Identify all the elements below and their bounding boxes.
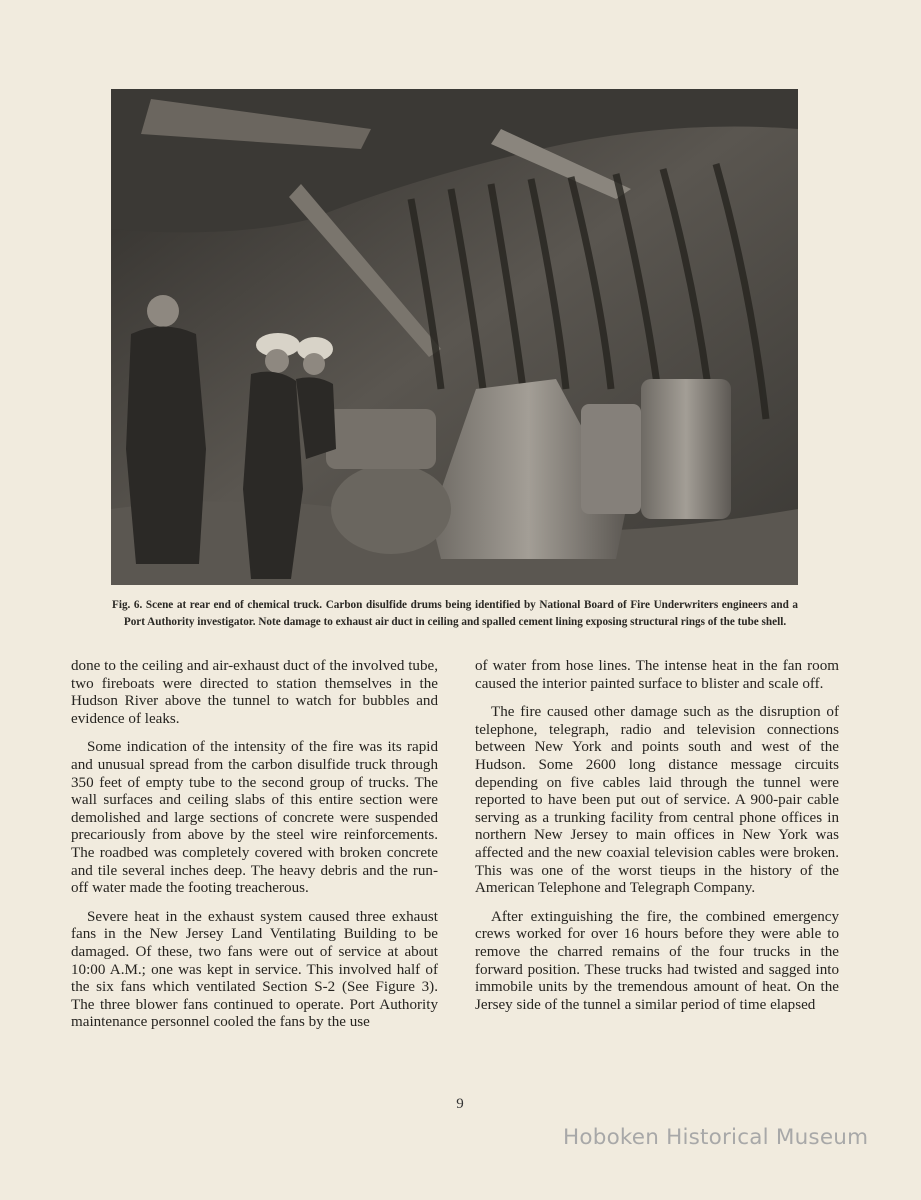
watermark: Hoboken Historical Museum [563,1125,869,1150]
page-number: 9 [456,1096,464,1112]
right-column [475,658,839,1025]
tunnel-fire-photo-illustration [111,89,798,585]
figure-photo [111,89,798,585]
left-paragraph-2: Some indication of the intensity of the fire was its rapid and unusual spread from the carbon disulfide truck through 350 feet of empty tube to the second group of trucks. The wall surfaces and ceiling slabs of this entire section were demolished and large sections of concrete were suspended precariously from above by the steel wire reinforcements. The roadbed was completely covered with broken concrete and tile several inches deep. The heavy debris and the run-off water made the footing treacherous. [71,739,438,897]
figure-caption: Fig. 6. Scene at rear end of chemical truck. Carbon disulfide drums being identified by National Board of Fire Underwriters engineers and a Port Authority investigator. Note damage to exhaust air duct in ceiling and spalled cement lining exposing structural rings of the tube shell. [112,599,798,628]
left-paragraph-3: Severe heat in the exhaust system caused three exhaust fans in the New Jersey Land Ventilating Building to be damaged. Of these, two fans were out of service at about 10:00 A.M.; one was kept in service. This involved half of the six fans which ventilated Section S-2 (See Figure 3). The three blower fans continued to operate. Port Authority maintenance personnel cooled the fans by the use [71,908,438,1031]
right-paragraph-2: The fire caused other damage such as the disruption of telephone, telegraph, radio and television connections between New York and points south and west of the Hudson. Some 2600 long distance message circuits depending on five cables laid through the tunnel were reported to have been put out of service. A 900-pair cable serving as a trunking facility from central phone offices in northern New Jersey to main offices in New York was affected and the new coaxial television cables were broken. This was one of the worst tieups in the history of the American Telephone and Telegraph Company. [475,704,839,897]
right-paragraph-1: of water from hose lines. The intense heat in the fan room caused the interior painted surface to blister and scale off. [475,658,839,692]
left-column [71,658,438,1043]
right-paragraph-3: After extinguishing the fire, the combined emergency crews worked for over 16 hours before they were able to remove the charred remains of the four trucks in the forward position. These trucks had twisted and sagged into immobile units by the tremendous amount of heat. On the Jersey side of the tunnel a similar period of time elapsed [475,908,839,1013]
left-paragraph-1: done to the ceiling and air-exhaust duct of the involved tube, two fireboats were directed to station themselves in the Hudson River above the tunnel to watch for bubbles and evidence of leaks. [71,658,438,727]
